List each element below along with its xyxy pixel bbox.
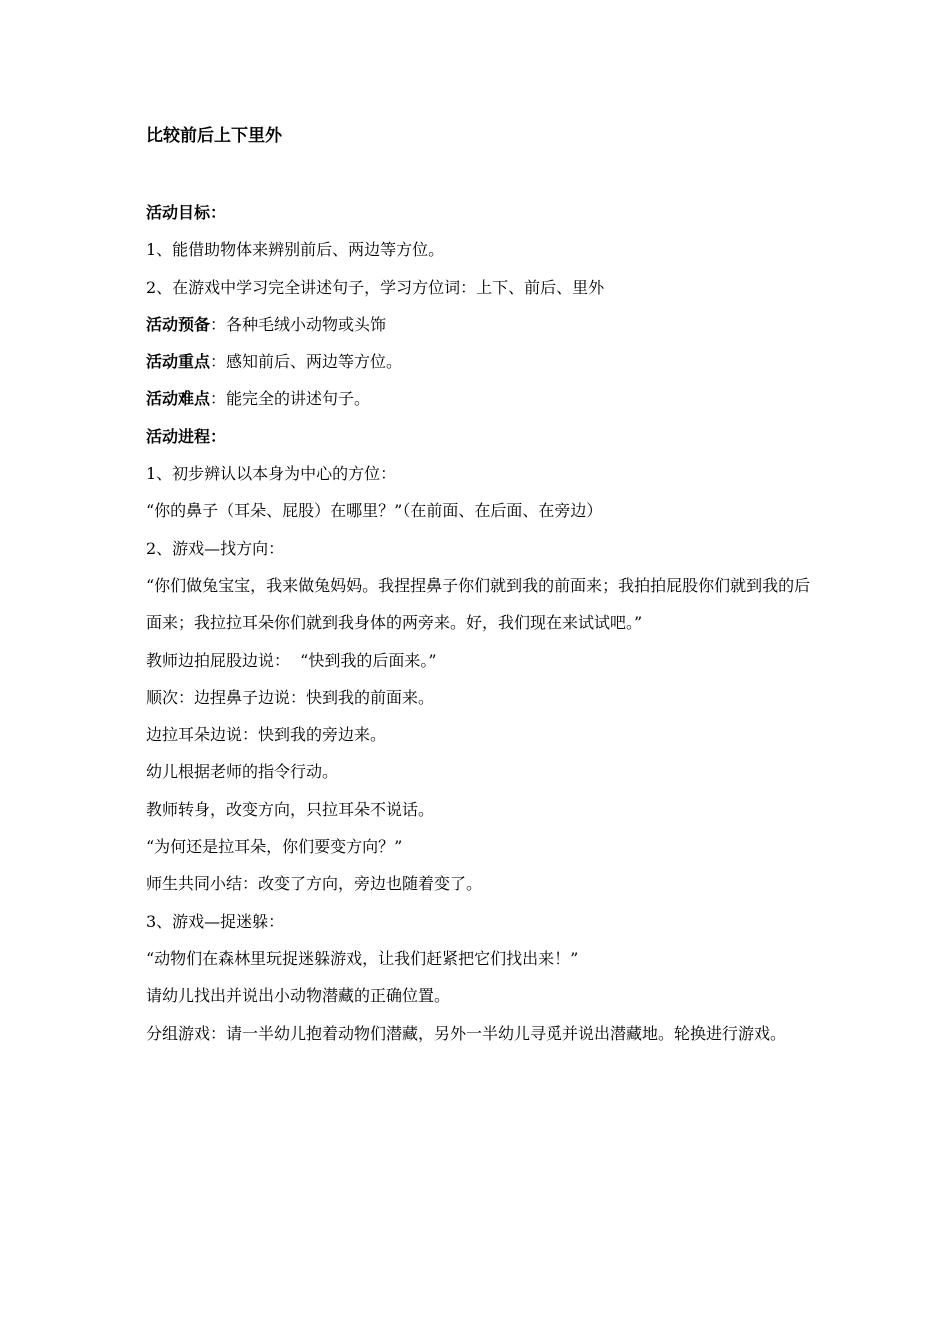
step-3-line-3: 分组游戏：请一半幼儿抱着动物们潜藏，另外一半幼儿寻觅并说出潜藏地。轮换进行游戏。 [146, 1023, 787, 1043]
difficulty-label: 活动难点 [146, 389, 211, 409]
step-2-line-2: 顺次：边捏鼻子边说：快到我的前面来。 [146, 687, 435, 707]
difficulty-text: ：能完全的讲述句子。 [210, 389, 371, 409]
step-3-line-2: 请幼儿找出并说出小动物潜藏的正确位置。 [146, 986, 451, 1006]
goals-heading: 活动目标： [146, 203, 227, 222]
step-2-intro: “你们做兔宝宝，我来做兔妈妈。我捏捏鼻子你们就到我的前面来；我拍拍屁股你们就到我的后面来；我拉拉耳朵你们就到我身体的两旁来。好，我们现在来试试吧。” [146, 575, 811, 633]
step-2-line-3: 边拉耳朵边说：快到我的旁边来。 [146, 725, 387, 745]
step-3-line-1: “动物们在森林里玩捉迷躲游戏，让我们赶紧把它们找出来！” [146, 948, 579, 968]
step-1-question: “你的鼻子（耳朵、屁股）在哪里？”（在前面、在后面、在旁边） [146, 501, 603, 521]
step-2-line-1: 教师边拍屁股边说： “快到我的后面来。” [146, 650, 437, 670]
document-body [146, 194, 816, 1052]
step-3-title: 3、游戏—捉迷躲： [146, 911, 285, 931]
preparation-line [146, 306, 816, 343]
goal-1: 1、能借助物体来辨别前后、两边等方位。 [146, 240, 445, 260]
goal-2: 2、在游戏中学习完全讲述句子，学习方位词：上下、前后、里外 [146, 277, 605, 297]
preparation-label: 活动预备 [146, 314, 211, 334]
step-2-line-7: 师生共同小结：改变了方向，旁边也随着变了。 [146, 874, 483, 894]
preparation-text: ：各种毛绒小动物或头饰 [210, 314, 387, 334]
step-2-line-4: 幼儿根据老师的指令行动。 [146, 762, 339, 782]
step-2-line-6: “为何还是拉耳朵，你们要变方向？” [146, 837, 403, 857]
focus-text: ：感知前后、两边等方位。 [210, 352, 403, 372]
document-title: 比较前后上下里外 [146, 126, 282, 146]
step-2-line-5: 教师转身，改变方向，只拉耳朵不说话。 [146, 799, 435, 819]
step-2-title: 2、游戏—找方向： [146, 538, 285, 558]
focus-line [146, 343, 816, 380]
focus-label: 活动重点 [146, 352, 211, 372]
process-heading: 活动进程： [146, 426, 227, 446]
step-1-title: 1、初步辨认以本身为中心的方位： [146, 464, 397, 484]
difficulty-line [146, 380, 816, 417]
